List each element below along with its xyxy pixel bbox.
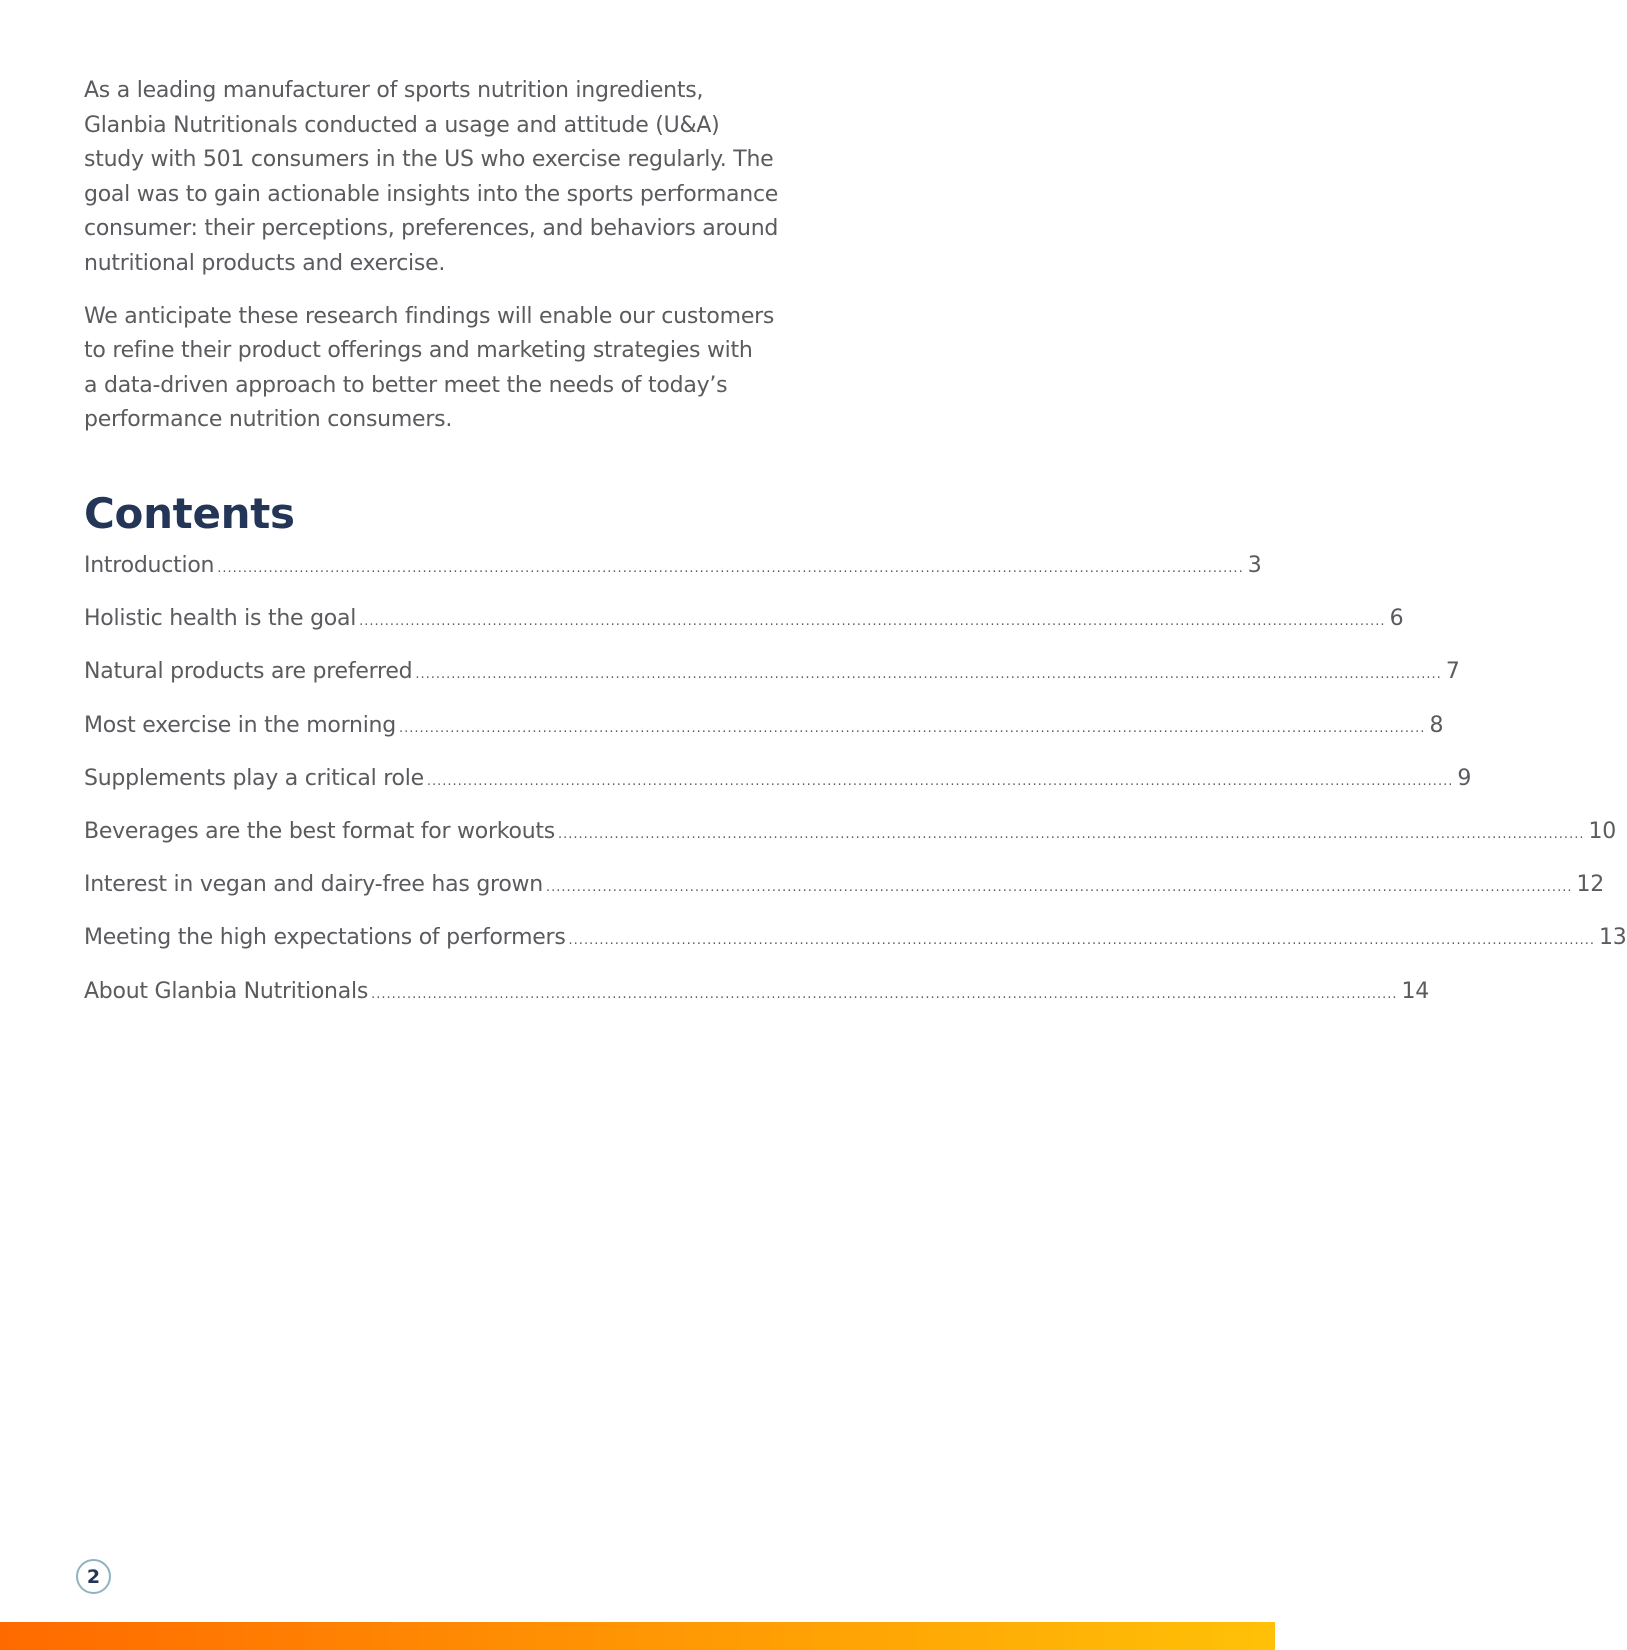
toc-leader-dots: ........................................................................................................................................................................................................ [558, 826, 1585, 842]
page-number-badge: 2 [76, 1559, 111, 1594]
toc-item-page: 10 [1588, 818, 1616, 844]
toc-item-morning-exercise[interactable] [84, 708, 1444, 761]
toc-item-label: Most exercise in the morning [84, 712, 396, 738]
toc-item-label: Meeting the high expectations of performers [84, 925, 566, 951]
toc-item-page: 6 [1389, 606, 1404, 632]
toc-item-page: 13 [1599, 925, 1627, 951]
toc-item-label: Holistic health is the goal [84, 606, 357, 632]
toc-item-label: Beverages are the best format for workouts [84, 818, 555, 844]
toc-item-label: About Glanbia Nutritionals [84, 978, 369, 1004]
toc-item-about-glanbia[interactable] [84, 974, 1430, 1027]
toc-item-page: 8 [1429, 712, 1444, 738]
toc-item-page: 7 [1445, 659, 1460, 685]
toc-item-holistic-health[interactable] [84, 601, 1404, 654]
toc-item-page: 12 [1576, 872, 1604, 898]
toc-item-natural-products[interactable] [84, 654, 1460, 707]
toc-item-vegan-dairy-free[interactable] [84, 867, 1604, 920]
toc-item-introduction[interactable] [84, 548, 1262, 601]
toc-leader-dots: ........................................................................................................................................................................................................ [415, 667, 1442, 683]
toc-leader-dots: ........................................................................................................................................................................................................ [426, 773, 1454, 789]
footer-gradient-bar [0, 1622, 1275, 1650]
toc-item-label: Natural products are preferred [84, 659, 413, 685]
toc-item-page: 14 [1401, 978, 1430, 1004]
toc-item-high-expectations[interactable] [84, 920, 1627, 973]
contents-title: Contents [84, 489, 295, 538]
toc-item-supplements[interactable] [84, 761, 1472, 814]
table-of-contents [84, 548, 1627, 1027]
toc-leader-dots: ........................................................................................................................................................................................................ [359, 614, 1386, 630]
toc-leader-dots: ........................................................................................................................................................................................................ [546, 880, 1573, 896]
toc-item-label: Supplements play a critical role [84, 765, 424, 791]
toc-leader-dots: ........................................................................................................................................................................................................ [371, 986, 1398, 1002]
toc-leader-dots: ........................................................................................................................................................................................................ [217, 561, 1244, 576]
toc-item-page: 9 [1457, 765, 1472, 791]
toc-item-page: 3 [1247, 553, 1262, 578]
toc-item-beverages[interactable] [84, 814, 1616, 867]
toc-leader-dots: ........................................................................................................................................................................................................ [568, 933, 1596, 949]
toc-leader-dots: ........................................................................................................................................................................................................ [398, 720, 1426, 736]
intro-section [84, 74, 844, 456]
intro-paragraph-2: We anticipate these research findings will enable our customers to refine their product offerings and marketing strategies with a data-driven approach to better meet the needs of today’s performance nutrition consumers. [84, 303, 775, 433]
intro-paragraph-1: As a leading manufacturer of sports nutrition ingredients, Glanbia Nutritionals conducted a usage and attitude (U&A) study with 501 consumers in the US who exercise regularly. The goal was to gain actionable insights into the sports performance consumer: their perceptions, preferences, and behaviors around nutritional products and exercise. [84, 78, 779, 276]
toc-item-label: Interest in vegan and dairy-free has grown [84, 872, 543, 898]
toc-item-label: Introduction [84, 553, 215, 578]
